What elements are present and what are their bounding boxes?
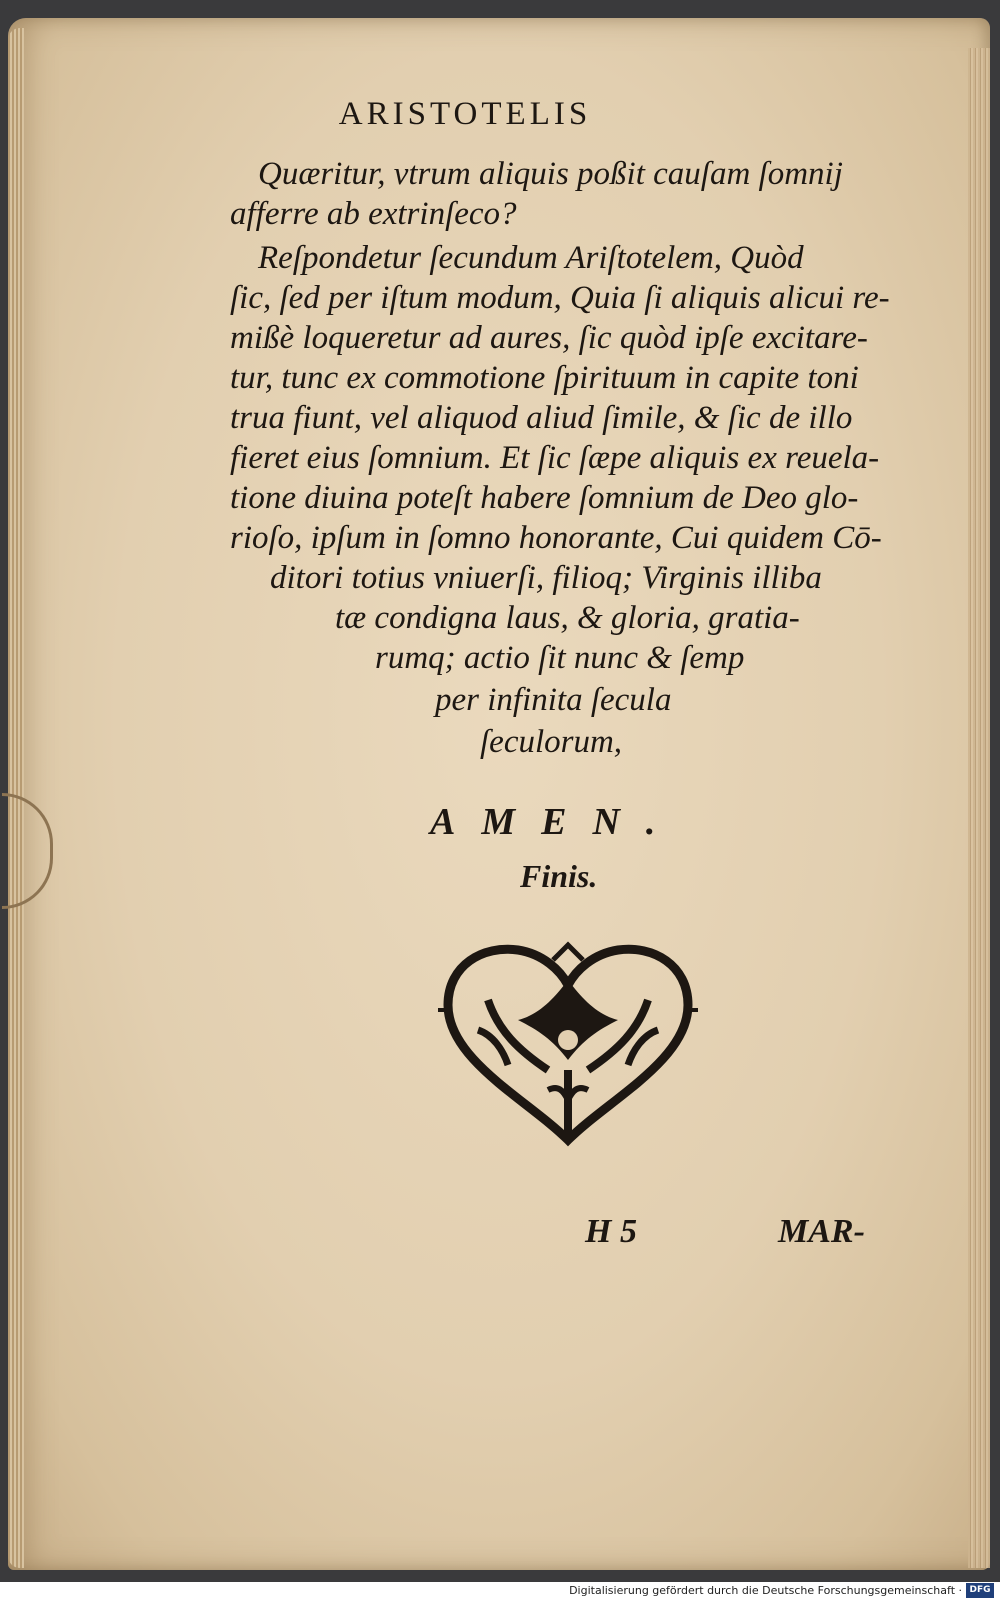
amen-line: AMEN. xyxy=(430,801,682,843)
text-line: fieret eius ſomnium. Et ſic ſæpe aliquis ex reuela- xyxy=(230,440,880,476)
text-line: ſic, ſed per iſtum modum, Quia ſi aliquis alicui re- xyxy=(230,280,890,316)
text-line: tur, tunc ex commotione ſpirituum in capite toni xyxy=(230,360,859,396)
finis-line: Finis. xyxy=(520,858,598,894)
catchword: MAR- xyxy=(778,1213,865,1250)
text-line: rumq; actio ſit nunc & ſemp xyxy=(375,640,745,676)
footer-bar xyxy=(0,1582,1000,1601)
clasp-mark xyxy=(2,793,53,909)
footer-credit: Digitalisierung gefördert durch die Deutsche Forschungsgemeinschaft · xyxy=(569,1584,962,1597)
dfg-logo: DFG xyxy=(966,1583,994,1598)
text-line: Reſpondetur ſecundum Ariſtotelem, Quòd xyxy=(258,240,804,276)
text-line: mißè loqueretur ad aures, ſic quòd ipſe excitare- xyxy=(230,320,868,356)
text-line: per infinita ſecula xyxy=(435,682,672,718)
text-line: ditori totius vniuerſi, filioq; Virginis illiba xyxy=(270,560,822,596)
heart-ornament xyxy=(438,940,698,1150)
text-line: afferre ab extrinſeco? xyxy=(230,196,517,232)
text-line: tione diuina poteſt habere ſomnium de Deo glo- xyxy=(230,480,859,516)
text-line: rioſo, ipſum in ſomno honorante, Cui quidem Cō- xyxy=(230,520,882,556)
text-line: Quæritur, vtrum aliquis poßit cauſam ſomnij xyxy=(258,156,843,192)
text-line: trua fiunt, vel aliquod aliud ſimile, & ſic de illo xyxy=(230,400,853,436)
signature-mark: H 5 xyxy=(585,1213,637,1250)
text-line: ſeculorum, xyxy=(480,724,623,760)
running-head: ARISTOTELIS xyxy=(338,96,592,132)
page-stack-right-edge xyxy=(968,48,990,1568)
text-line: tæ condigna laus, & gloria, gratia- xyxy=(335,600,800,636)
